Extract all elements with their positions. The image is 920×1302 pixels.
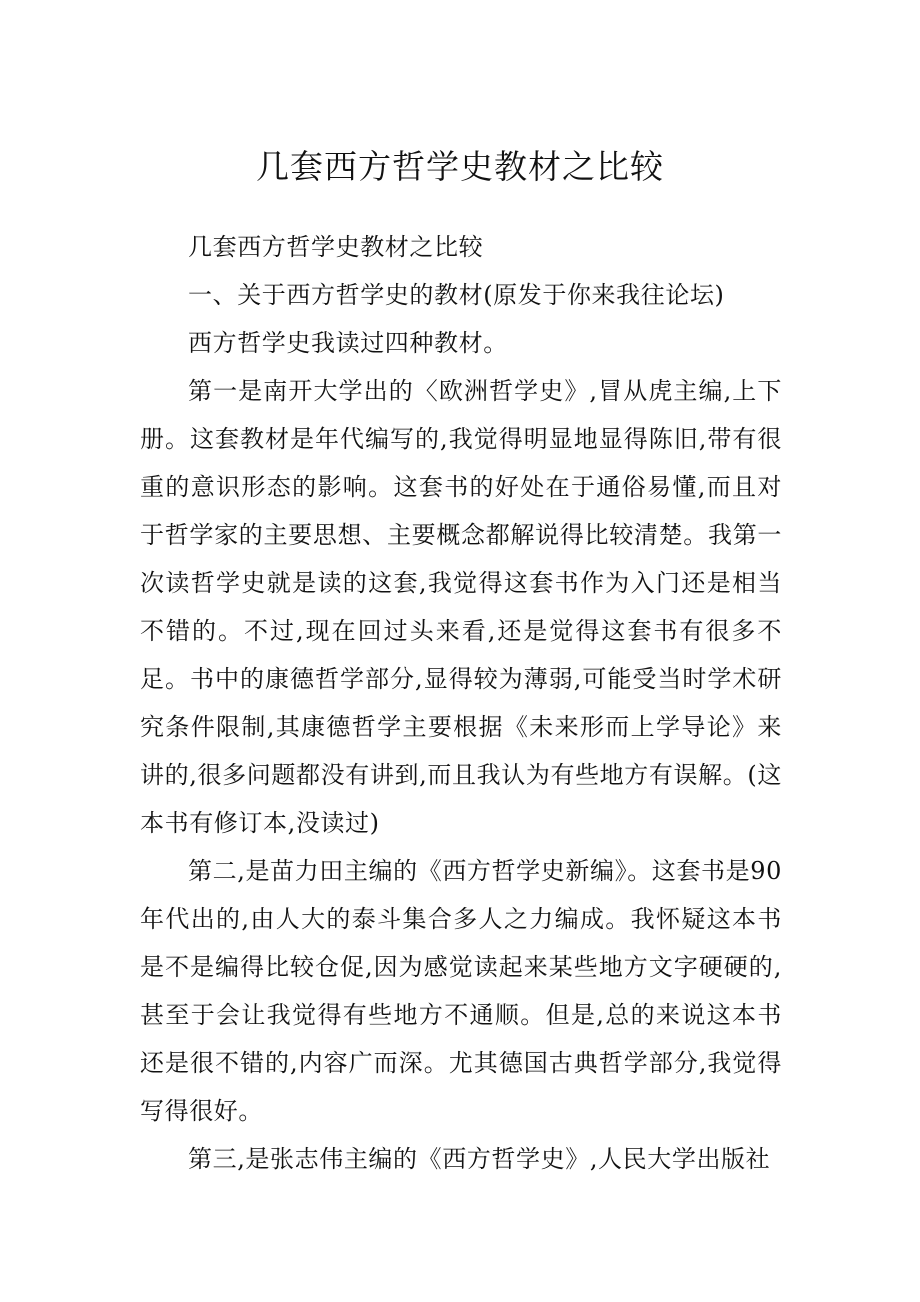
paragraph-intro: 西方哲学史我读过四种教材。	[188, 329, 508, 357]
document-body	[140, 223, 782, 1183]
paragraph-first-textbook: 第一是南开大学出的〈欧洲哲学史》,冒从虎主编,上下册。这套教材是年代编写的,我觉得明显地显得陈旧,带有很重的意识形态的影响。这套书的好处在于通俗易懂,而且对于哲学家的主要思想、主要概念都解说得比较清楚。我第一次读哲学史就是读的这套,我觉得这套书作为入门还是相当不错的。不过,现在回过头来看,还是觉得这套书有很多不足。书中的康德哲学部分,显得较为薄弱,可能受当时学术研究条件限制,其康德哲学主要根据《未来形而上学导论》来讲的,很多问题都没有讲到,而且我认为有些地方有误解。(这本书有修订本,没读过)	[140, 377, 782, 837]
paragraph-subtitle: 几套西方哲学史教材之比较	[188, 233, 484, 261]
paragraph-second-textbook: 第二,是苗力田主编的《西方哲学史新编》。这套书是90年代出的,由人大的泰斗集合多人之力编成。我怀疑这本书是不是编得比较仓促,因为感觉读起来某些地方文字硬硬的,甚至于会让我觉得有些地方不通顺。但是,总的来说这本书还是很不错的,内容广而深。尤其德国古典哲学部分,我觉得写得很好。	[140, 857, 782, 1125]
paragraph-third-textbook: 第三,是张志伟主编的《西方哲学史》,人民大学出版社	[188, 1145, 771, 1173]
paragraph-section-heading: 一、关于西方哲学史的教材(原发于你来我往论坛)	[188, 281, 725, 309]
document-title: 几套西方哲学史教材之比较	[256, 147, 664, 186]
